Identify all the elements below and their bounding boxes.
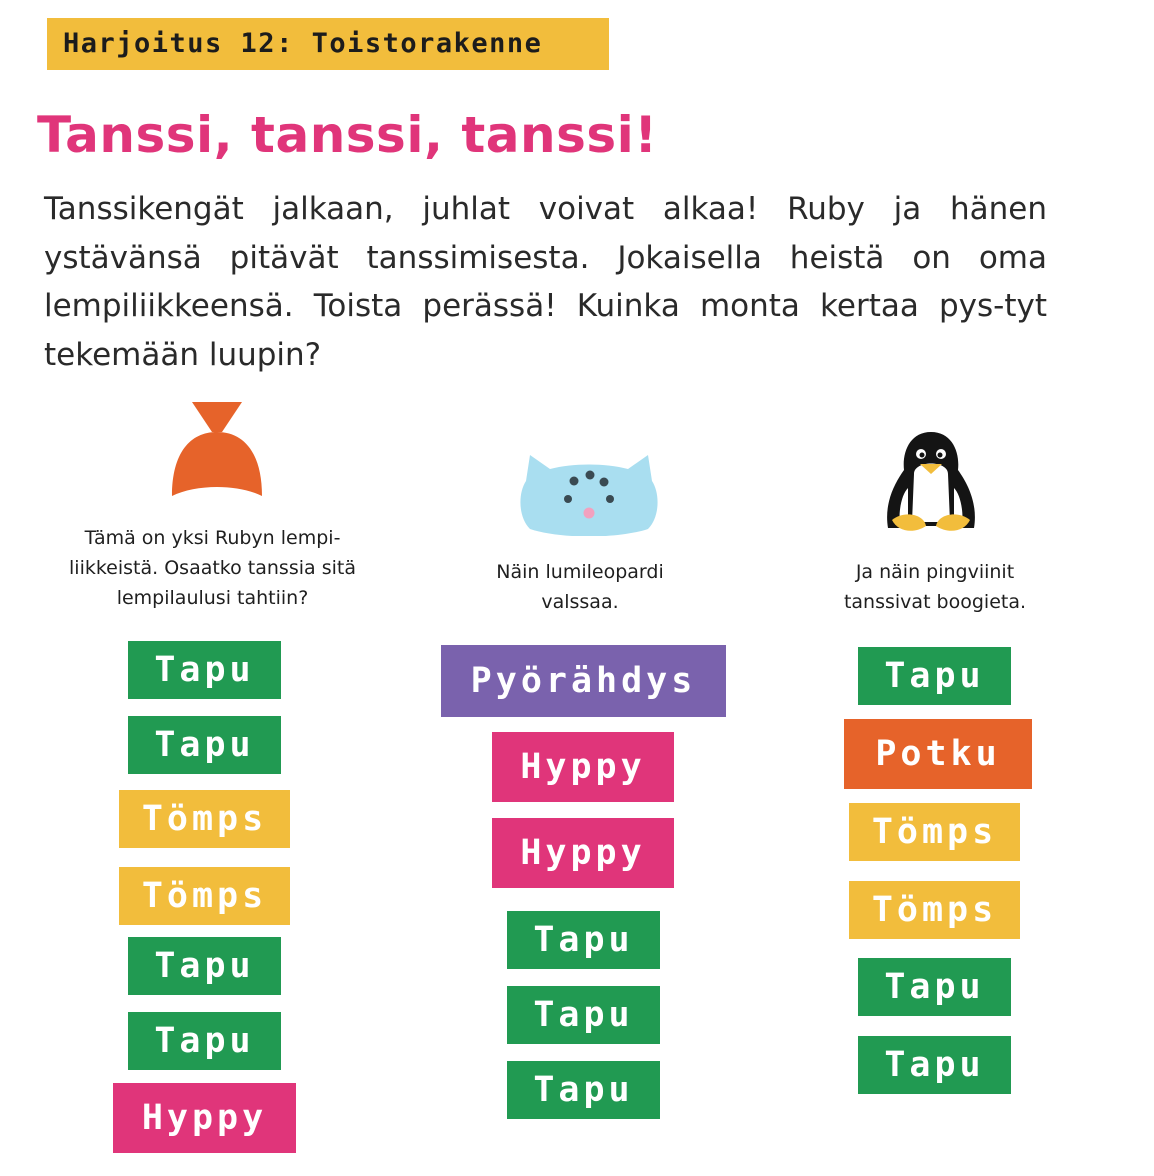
dance-block-tapu <box>128 716 281 774</box>
ruby-caption-line: lempilaulusi tahtiin? <box>116 587 309 609</box>
dance-block-tapu <box>507 1061 660 1119</box>
dance-block-label: Potku <box>875 734 1001 774</box>
dance-block-label: Tömps <box>871 890 998 930</box>
dance-block-label: Tapu <box>884 656 985 696</box>
page-title: Tanssi, tanssi, tanssi! <box>37 106 658 164</box>
snow-leopard-caption-line: valssaa. <box>541 591 619 613</box>
dance-block-tapu <box>858 647 1011 705</box>
penguin-caption <box>780 557 1090 617</box>
dance-block-hyppy <box>492 732 674 802</box>
snow-leopard-icon <box>518 451 660 536</box>
ruby-caption-line: liikkeistä. Osaatko tanssia sitä <box>69 557 356 579</box>
dance-block-tapu <box>128 641 281 699</box>
dance-block-label: Tömps <box>871 812 998 852</box>
dance-block-label: Tapu <box>533 995 634 1035</box>
intro-text: Tanssikengät jalkaan, juhlat voivat alkaa! Ruby ja hänen ystävänsä pitävät tanssimisesta. Jokaisella heistä on oma lempiliikkeensä. Toista perässä! Kuinka monta kertaa pys-tyt tekemään luupin? <box>44 191 1047 373</box>
ruby-caption-line: Tämä on yksi Rubyn lempi- <box>84 527 341 549</box>
dance-block-label: Hyppy <box>141 1098 268 1138</box>
dance-block-tapu <box>507 986 660 1044</box>
penguin-caption-line: Ja näin pingviinit <box>855 561 1015 583</box>
dance-block-tapu <box>128 1012 281 1070</box>
dance-block-label: Pyörähdys <box>470 661 697 701</box>
snow-leopard-caption-line: Näin lumileopardi <box>496 561 664 583</box>
dance-block-label: Tapu <box>154 650 255 690</box>
dance-block-label: Hyppy <box>520 833 646 873</box>
dance-block-hyppy <box>492 818 674 888</box>
dance-block-label: Tapu <box>884 967 985 1007</box>
dance-block-tapu <box>128 937 281 995</box>
dance-block-tomps <box>849 803 1020 861</box>
dance-block-label: Tapu <box>154 1021 255 1061</box>
dance-block-potku <box>844 719 1032 789</box>
dance-block-hyppy <box>113 1083 296 1153</box>
dance-block-tapu <box>858 1036 1011 1094</box>
penguin-caption-line: tanssivat boogieta. <box>843 591 1027 613</box>
dance-block-label: Hyppy <box>520 747 646 787</box>
dance-block-tomps <box>849 881 1020 939</box>
dance-block-label: Tapu <box>533 920 634 960</box>
dance-block-tapu <box>858 958 1011 1016</box>
dance-block-label: Tapu <box>533 1070 634 1110</box>
penguin-icon <box>880 430 982 536</box>
dance-block-label: Tapu <box>154 725 255 765</box>
snow-leopard-caption <box>420 557 740 617</box>
dance-block-pyorahdys <box>441 645 726 717</box>
dance-block-label: Tapu <box>884 1045 985 1085</box>
dance-block-tomps <box>119 790 290 848</box>
ruby-caption <box>30 523 395 613</box>
dance-block-label: Tapu <box>154 946 255 986</box>
dance-block-label: Tömps <box>141 876 268 916</box>
exercise-label: Harjoitus 12: Toistorakenne <box>47 18 609 70</box>
dance-block-tapu <box>507 911 660 969</box>
dance-block-tomps <box>119 867 290 925</box>
ruby-icon <box>168 398 266 498</box>
dance-block-label: Tömps <box>141 799 268 839</box>
